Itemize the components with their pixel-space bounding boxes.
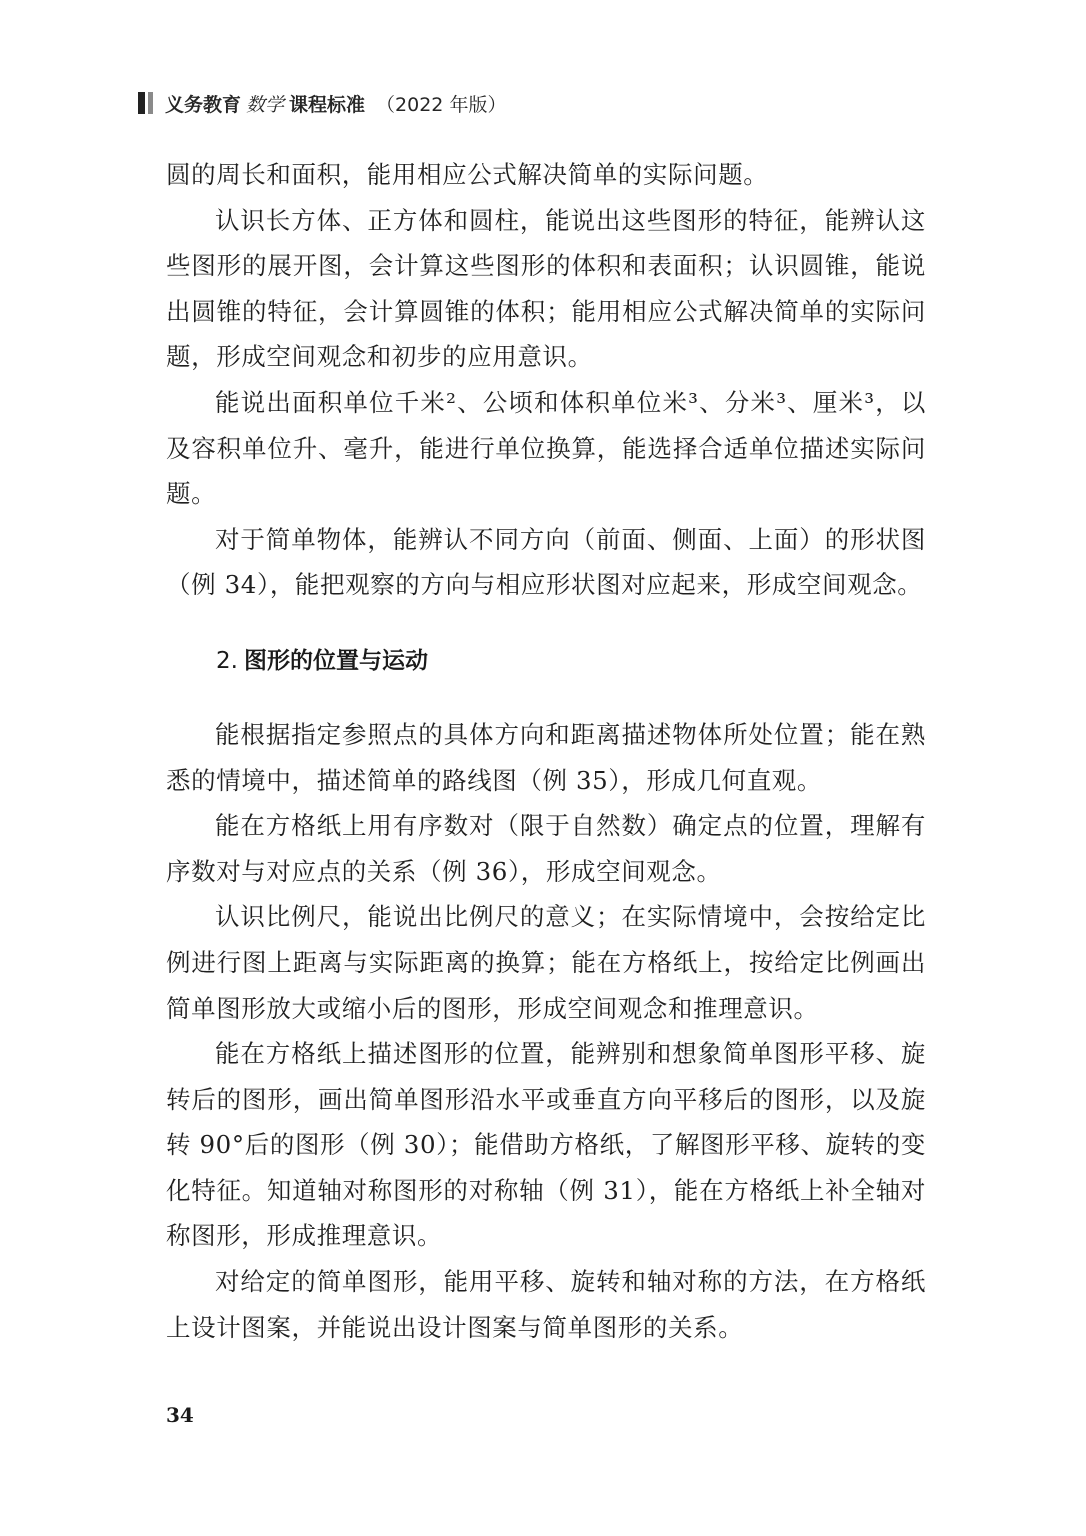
header-marker-gray-bar — [148, 92, 153, 114]
header-marker-dark-bar — [138, 92, 145, 114]
book-title-part1: 义务教育 — [165, 93, 242, 116]
paragraph: 能在方格纸上描述图形的位置，能辨别和想象简单图形平移、旋转后的图形，画出简单图形沿水平或垂直方向平移后的图形，以及旋转 90°后的图形（例 30）；能借助方格纸，了解图形平移、旋转的变化特征。知道轴对称图形的对称轴（例 31），能在方格纸上补全轴对称图形，形成推理意识。 — [166, 1039, 926, 1251]
paragraph: 认识长方体、正方体和圆柱，能说出这些图形的特征，能辨认这些图形的展开图，会计算这些图形的体积和表面积；认识圆锥，能说出圆锥的特征，会计算圆锥的体积；能用相应公式解决简单的实际问题，形成空间观念和初步的应用意识。 — [166, 205, 926, 372]
paragraph: 对给定的简单图形，能用平移、旋转和轴对称的方法，在方格纸上设计图案，并能说出设计图案与简单图形的关系。 — [166, 1267, 926, 1342]
book-title-part2: 课程标准 — [289, 93, 366, 116]
book-title — [165, 90, 506, 117]
paragraph: 能根据指定参照点的具体方向和距离描述物体所处位置；能在熟悉的情境中，描述简单的路线图（例 35），形成几何直观。 — [166, 719, 926, 795]
paragraph: 能说出面积单位千米²、公顷和体积单位米³、分米³、厘米³，以及容积单位升、毫升，能进行单位换算，能选择合适单位描述实际问题。 — [166, 387, 926, 509]
paragraph: 能在方格纸上用有序数对（限于自然数）确定点的位置，理解有序数对与对应点的关系（例 36），形成空间观念。 — [166, 811, 926, 886]
section-number: 2. — [216, 647, 238, 674]
page-number: 34 — [166, 1403, 194, 1427]
paragraph: 圆的周长和面积，能用相应公式解决简单的实际问题。 — [166, 160, 769, 189]
page-body — [166, 152, 926, 1350]
section-title: 图形的位置与运动 — [243, 647, 428, 674]
paragraph: 认识比例尺，能说出比例尺的意义；在实际情境中，会按给定比例进行图上距离与实际距离的换算；能在方格纸上，按给定比例画出简单图形放大或缩小后的图形，形成空间观念和推理意识。 — [166, 902, 926, 1023]
book-edition: （2022 年版） — [376, 93, 507, 116]
section-heading — [166, 638, 926, 684]
running-header — [138, 88, 506, 118]
book-title-subject: 数学 — [246, 93, 285, 116]
paragraph: 对于简单物体，能辨认不同方向（前面、侧面、上面）的形状图（例 34），能把观察的方向与相应形状图对应起来，形成空间观念。 — [166, 524, 926, 600]
header-marker — [138, 92, 153, 114]
